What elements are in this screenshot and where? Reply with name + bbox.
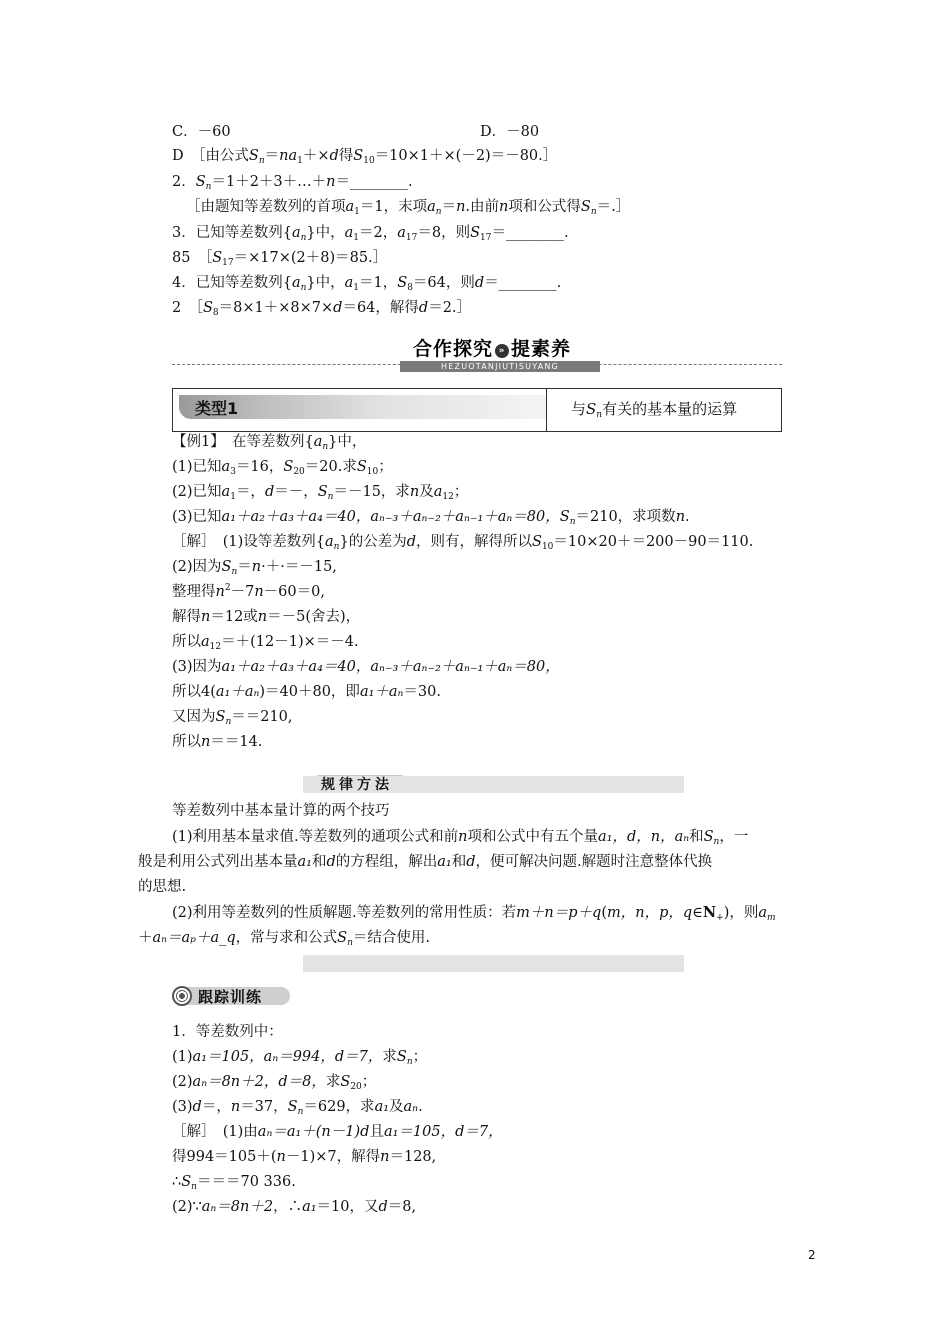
type-label: 类型1 (195, 399, 239, 418)
method-para-1: (1)利用基本量求值.等差数列的通项公式和前n项和公式中有五个量a₁，d，n，aₙ和$S_n$，一 (172, 829, 749, 847)
page-number: 2 (808, 1248, 816, 1262)
training-heading (172, 984, 290, 1008)
method-bar (303, 776, 684, 793)
choice-c: C．－60 (172, 124, 231, 140)
training-solution-4: (2)∵aₙ＝8n＋2，∴a₁＝10，又d＝8, (172, 1199, 417, 1215)
training-question: 1．等差数列中： (172, 1024, 283, 1040)
example-part-2: (2)已知$a_1=$，d＝－，$S_n=-15$，求n及$a_{12}$； (172, 484, 469, 502)
solution-line-9: 所以n＝＝14. (172, 734, 263, 750)
section-banner-pinyin: HEZUOTANJIUTISUYANG (400, 361, 600, 372)
training-solution-2: 得994＝105＋(n－1)×7，解得n＝128, (172, 1149, 437, 1165)
q4-question: 4．已知等差数列$\{a_n\}$中，$a_1=1$，$S_8=64$，则d＝________. (172, 275, 562, 293)
training-solution-3: $\therefore S_n===70$ 336. (172, 1174, 296, 1192)
solution-line-4: 解得n＝12或n＝－5(舍去)， (172, 609, 361, 625)
method-para-3: 的思想. (138, 879, 187, 895)
section-banner (413, 334, 603, 360)
solution-line-5: 所以$a_{12}=+(12-1)\times=-4$. (172, 634, 359, 652)
training-item-1: (1)a₁＝105，aₙ＝994，d＝7，求$S_n$； (172, 1049, 428, 1067)
q4-solution: 2 $[S_8=8\times 1+\times 8\times 7\times d=64$，解得d＝2.］ (172, 300, 472, 318)
q3-solution: 85 $[S_{17}=\times 17\times(2+8)=85.]$ (172, 250, 388, 268)
type-tab (179, 395, 546, 419)
solution-line-1: ［解］ (1)设等差数列$\{a_n\}$的公差为d，则有，解得所以$S_{10}=10\times 20+=200-90=110$. (172, 534, 754, 552)
training-solution-1: ［解］ (1)由aₙ＝a₁＋(n－1)d且a₁＝105，d＝7， (172, 1124, 503, 1140)
training-item-3: (3)d＝，n＝37，$S_n=629$，求a₁及aₙ. (172, 1099, 423, 1117)
method-label: 规律方法 (321, 774, 393, 794)
double-arrow-icon: » (495, 344, 509, 358)
choice-d: D．－80 (480, 124, 540, 140)
q3-question: 3．已知等差数列$\{a_n\}$中，$a_1=2$，$a_{17}=8$，则$S_{17}=\_\_\_\_\_\_\_\_$. (172, 225, 569, 243)
solution-line-3: 整理得$n^2-7n-60=0$, (172, 583, 325, 600)
solution-line-7: 所以4(a₁＋aₙ)＝40＋80，即a₁＋aₙ＝30. (172, 684, 441, 700)
method-heading: 等差数列中基本量计算的两个技巧 (172, 803, 390, 819)
method-para-4: (2)利用等差数列的性质解题.等差数列的常用性质：若m＋n＝p＋q(m，n，p，$q\in N_+$)，则$a_m$ (172, 904, 776, 923)
solution-line-8: 又因为$S_n==210$, (172, 709, 293, 727)
example-heading: 【例1】 在等差数列$\{a_n\}$中， (172, 434, 367, 452)
method-end-bar (303, 955, 684, 972)
divider (546, 389, 547, 431)
training-item-2: (2)aₙ＝8n＋2，d＝8，求$S_{20}$； (172, 1074, 377, 1092)
type-box (172, 388, 782, 432)
type-title: 与$S_n$有关的基本量的运算 (571, 400, 738, 420)
example-part-1: (1)已知$a_3=16$，$S_{20}=20$.求$S_{10}$； (172, 459, 393, 477)
method-para-5: ＋aₙ＝aₚ＋a_q，常与求和公式$S_n=$结合使用. (138, 930, 430, 948)
q2-solution: ［由题知等差数列的首项$a_1=1$，末项$a_n=n$.由前n项和公式得$S_n=.]$ (186, 199, 631, 217)
example-part-3: (3)已知a₁＋a₂＋a₃＋a₄＝40，aₙ₋₃＋aₙ₋₂＋aₙ₋₁＋aₙ＝80，$S_n=210$，求项数n. (172, 509, 690, 527)
target-icon (172, 986, 192, 1006)
q2-question: 2．$S_n=1+2+3+\dots+n=\_\_\_\_\_\_\_\_$. (172, 174, 413, 192)
training-label: 跟踪训练 (198, 988, 263, 1006)
solution-line-2: (2)因为$S_n=n\cdot+\cdot=-15$, (172, 559, 337, 577)
solution-line-6: (3)因为a₁＋a₂＋a₃＋a₄＝40，aₙ₋₃＋aₙ₋₂＋aₙ₋₁＋aₙ＝80， (172, 659, 560, 675)
q1-answer: D ［由公式$S_n=na_1+\times d$得$S_{10}=10\times 1+\times(-2)=-80.]$ (172, 148, 558, 166)
method-para-2: 般是利用公式列出基本量a₁和d的方程组，解出a₁和d，便可解决问题.解题时注意整体代换 (138, 854, 713, 870)
section-banner-title: 合作探究 » 提素养 (413, 338, 572, 360)
